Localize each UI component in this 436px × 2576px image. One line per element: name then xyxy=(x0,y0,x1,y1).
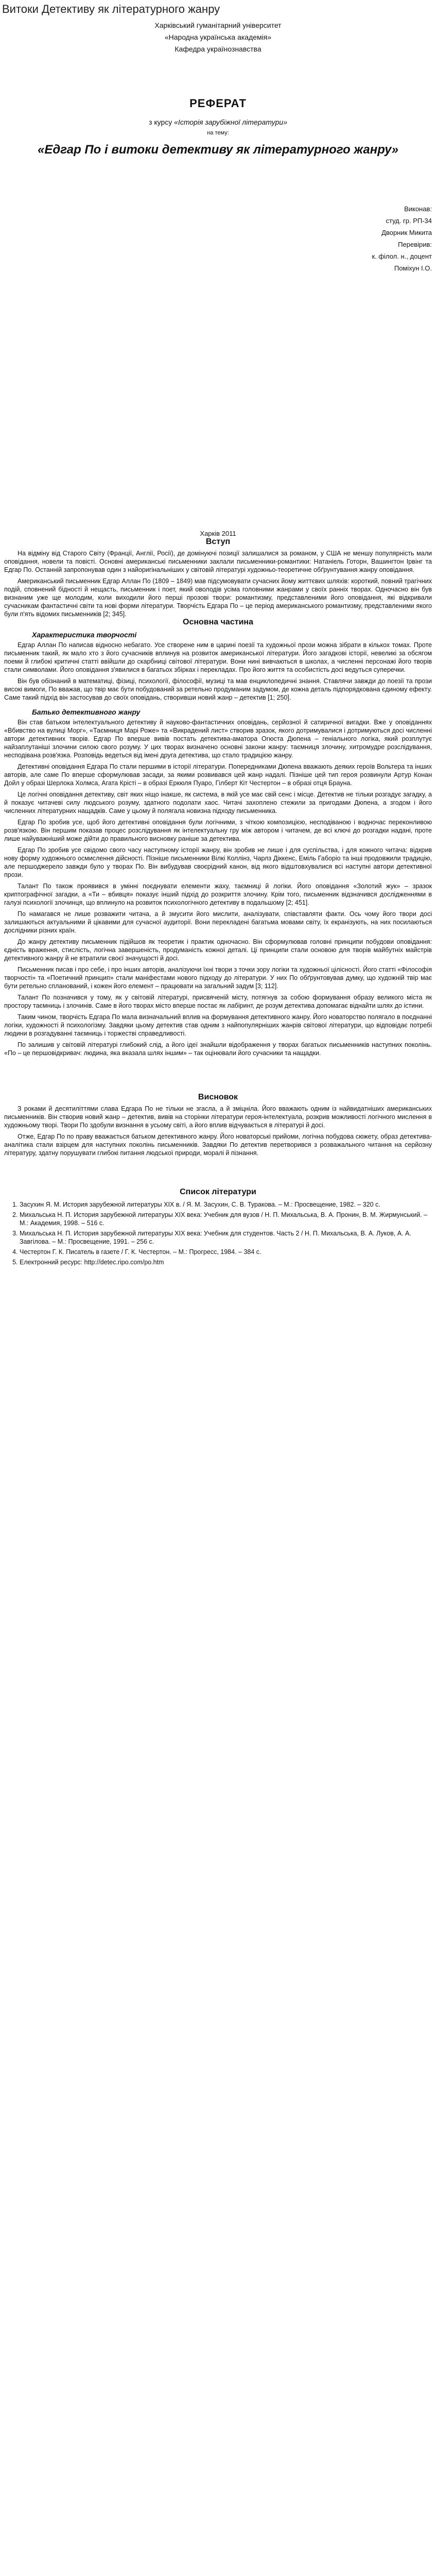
student-name: Дворник Микита xyxy=(381,229,432,236)
body-paragraph: Детективні оповідання Едгара По стали першими в історії літератури. Попередниками Дюпена вважають деяких героїв Вольтера та інших авторів, але саме По вперше сформулював засади, за якими розвивався цей жанр надалі. Пізніше цей тип героя розвинули Артур Конан Дойл у образі Шерлока Холмса, Агата Крісті – в образі Еркюля Пуаро, Гілберт Кіт Честертон – в образі отця Брауна. xyxy=(4,763,432,787)
main-title: «Едгар По і витоки детективу як літературного жанру» xyxy=(38,143,398,157)
body-paragraph: Таким чином, творчість Едгара По мала визначальний вплив на формування детективного жанру. Його новаторство полягало в поєднанні логіки, художності й психологізму. Завдяки цьому детектив став одним з найпопулярніших жанрів світової літератури, що відповідає потребі людини в розгадуванні таємниць і торжестві справедливості. xyxy=(4,1013,432,1037)
conclusion-paragraph: Отже, Едгар По по праву вважається батьком детективного жанру. Його новаторські прийоми, логічна побудова сюжету, образ детектива-аналітика стали взірцем для наступних поколінь письменників. Завдяки По детектив перетворився з розважального читання на серйозну літературу, здатну порушувати глибокі питання людської природи, моралі й пізнання. xyxy=(4,1133,432,1157)
checker-rank: к. філол. н., доцент xyxy=(372,252,432,260)
reference-item: 1. Засухин Я. М. История зарубежной литературы XIX в. / Я. М. Засухин, С. В. Туракова. – М.: Просвещение, 1982. – 320 с. xyxy=(20,1200,432,1209)
subsection-heading: Батько детективного жанру xyxy=(32,708,141,716)
body-paragraph: Талант По також проявився в умінні поєднувати елементи жаху, таємниці й логіки. Його оповідання «Золотий жук» – зразок криптографічної загадки, а «Ти – вбивця» показує інший підхід до розкриття злочину. Крім того, письменник відзначився дослідженнями в галузі психології злочинця, що вплинуло на розвиток психологічного детективу в подальшому [2; 451]. xyxy=(4,883,432,906)
intro-paragraph: На відміну від Старого Світу (Франції, Англії, Росії), де домінуючі позиції залишалися за романом, у США не меншу популярність мали оповідання, новели та повісті. Основні американські письменники заклали письменники-романтики: Натаніель Готорн, Вашингтон Ірвінг та Едгар По. Останній запропонував один з найоригінальніших у світовій літературі художньо-теоретичне обґрунтування жанру оповідання. xyxy=(4,550,432,573)
department-name: Кафедра українознавства xyxy=(175,45,261,53)
body-paragraph: Він був обізнаний в математиці, фізиці, психології, філософії, музиці та мав енциклопедичні знання. Ставлячи завжди до поезії та прози високі вимоги, По вважав, що твір має бути побудований за ретельно продуманим задумом, де кожна деталь підпорядкована єдиному ефекту. Саме такий підхід він застосував до своїх оповідань, створивши новий жанр – детектив [1; 250]. xyxy=(4,677,432,701)
body-paragraph: По залишив у світовій літературі глибокий слід, а його ідеї знайшли відображення у творах багатьох письменників наступних поколінь. «По – це першовідкривач: людина, яка вказала шлях іншим» – так оцінювали його сучасники та нащадки. xyxy=(4,1041,432,1057)
body-paragraph: Це логічні оповідання детективу, світ яких ніщо інакше, як система, в якій усе має свій сенс і місце. Детектив не тільки розгадує загадку, а й показує читачеві силу людського розуму, здатного подолати хаос. Читачі захоплено стежили за пригодами Дюпена, а згодом і його численних літературних нащадків. Саме у цьому й полягала новизна підходу письменника. xyxy=(4,791,432,815)
author-block xyxy=(0,203,436,274)
course-name: «Історія зарубіжної літератури» xyxy=(174,118,287,126)
body-paragraph: По намагався не лише розважити читача, а й змусити його мислити, аналізувати, співставляти факти. Ось чому його твори досі залишаються актуальними й цікавими для сучасної аудиторії. Вони перекладені багатьма мовами світу, їх екранізують, на них посилаються дослідники різних країн. xyxy=(4,910,432,934)
ref-title: РЕФЕРАТ xyxy=(189,97,247,110)
intro-paragraph: Американський письменник Едгар Аллан По (1809 – 1849) мав підсумовувати сучасних йому життєвих шляхів: короткий, повний трагічних подій, сповнений бідності й нещасть, письменник і поет, який оволодів усіма головними жанрами у своїх ранніх творах. Одночасно він був визнаним уже ще молодим, коли виходили його перші прозові твори: романтизму, представленими його оповідання, які відкривали сучасникам фантастичні світи та нові форми літератури. Творчість Едгара По – це період американського романтизму, представленими якого були п'ять відомих письменників [2; 345]. xyxy=(4,578,432,618)
body-paragraph: Письменник писав і про себе, і про інших авторів, аналізуючи їхні твори з точки зору логіки та художньої цілісності. Його статті «Філософія творчості» та «Поетичний принцип» стали маніфестами нового підходу до літератури. У них По обґрунтовував думку, що художній твір має бути ретельно спланований, і кожен його елемент – працювати на загальний задум [3; 112]. xyxy=(4,966,432,990)
performer-label: Виконав: xyxy=(404,205,432,213)
checker-label: Перевірив: xyxy=(398,241,432,248)
conclusion-paragraph: З роками й десятиліттями слава Едгара По не тільки не згасла, а й зміцніла. Його вважають одним із найвидатніших американських письменників. Він створив новий жанр – детектив, вивів на сторінки літератури героя-інтелектуала, розкрив можливості логічного мислення в художньому творі. Твори По здобули визнання в усьому світі, а його вплив відчувається в літературі й досі. xyxy=(4,1105,432,1129)
checker-name: Поміхун І.О. xyxy=(394,264,432,272)
theme-label: на тему: xyxy=(207,130,229,136)
reference-item: 5. Електронний ресурс: http://detec.ripo.com/po.htm xyxy=(20,1258,432,1266)
body-paragraph: Едгар Аллан По написав відносно небагато. Усе створене ним в царині поезії та художньої прози можна зібрати в кількох томах. Проте письменник такий, як мало хто з його сучасників вплинув на розвиток американської літератури. Його загадкові історії, невеликі за обсягом поеми й глибокі критичні статті ввійшли до скарбниці світової літератури. Вони нині вивчаються в школах, а численні персонажі його творів стали символами. Його оповідання з'явилися в багатьох збірках і перекладах. Про його життя та особистість досі ведуться суперечки. xyxy=(4,641,432,673)
student-group: студ. гр. РП-34 xyxy=(386,217,432,225)
document-topic-bar: Витоки Детективу як літературного жанру xyxy=(2,3,220,15)
course-line xyxy=(0,118,436,126)
body-paragraph: Він став батьком інтелектуального детективу й науково-фантастичних оповідань, серйозної й сатиричної вигадки. Вже у оповіданнях «Вбивство на вулиці Морг», «Таємниця Марі Роже» та «Викрадений лист» створив зразок, якого дотримувалися і дотримуються досі численні автори детективних творів. Едгар По вперше вивів постать детектива-аматора Огюста Дюпена – геніального логіка, який розплутує найзаплутаніші злочини силою свого розуму. У цих творах визначено основні закони жанру: таємниця злочину, хитромудре розслідування, несподівана розв'язка. Розповідь ведеться від імені друга детектива, що стало традицією жанру. xyxy=(4,719,432,759)
university-name: Харківський гуманітарний університет xyxy=(154,21,282,29)
organization-header xyxy=(0,20,436,55)
main-heading: Основна частина xyxy=(183,618,253,626)
conclusion-heading: Висновок xyxy=(198,1093,238,1101)
reference-item: 2. Михальська Н. П. История зарубежной литературы XIX века: Учебник для вузов / Н. П. Михальська, В. А. Пронин, В. М. Жирмунський. – М.: Академия, 1998. – 516 с. xyxy=(20,1211,432,1227)
subsection-heading: Характеристика творчості xyxy=(32,631,137,639)
body-paragraph: Едгар По зробив усе свідомо свого часу наступному історії жанру, він зробив не лише і для суспільства, і для кожного читача: відкрив нову форму художнього осмислення дійсності. Пізніше письменники Вілкі Коллінз, Чарлз Діккенс, Еміль Габоріо та інші продовжили традицію, але першоджерело завжди було у творах По. Він вибудував своєрідний канон, від якого відштовхувалися всі наступні автори детективної прози. xyxy=(4,846,432,878)
reference-item: 3. Михальська Н. П. История зарубежной литературы XIX века: Учебник для студентов. Часть 2 / Н. П. Михальська, В. А. Луков, А. А. Завгілова. – М.: Просвещение, 1991. – 256 с. xyxy=(20,1229,432,1246)
body-paragraph: Талант По позначився у тому, як у світовій літературі, присвяченій місту, потягнув за собою формування образу великого міста як простору таємниць і злочинів. Саме в його творах місто вперше постає як лабіринт, де розум детектива допомагає віднайти шлях до істини. xyxy=(4,994,432,1009)
body-paragraph: До жанру детективу письменник підійшов як теоретик і практик одночасно. Він сформулював головні принципи побудови оповідання: єдність враження, стислість, логічна завершеність, продуманість кожної деталі. Ці принципи стали основою для творів майбутніх майстрів детективного жанру й не втратили своєї значущості й досі. xyxy=(4,938,432,962)
body-paragraph: Едгар По зробив усе, щоб його детективні оповідання були логічними, з чіткою композицією, несподіваною і водночас переконливою розв'язкою. Він першим показав процес розслідування як інтелектуальну гру між автором і читачем, де всі ключі до розгадки надані, проте лише найуважніший може дійти до правильного висновку раніше за детектива. xyxy=(4,819,432,842)
references-heading: Список літератури xyxy=(180,1188,256,1196)
references-list xyxy=(10,1200,432,1266)
course-prefix: з курсу xyxy=(149,118,172,126)
intro-heading: Вступ xyxy=(205,537,231,546)
city-year: Харків 2011 xyxy=(200,530,236,537)
title-block xyxy=(0,96,436,159)
academy-name: «Народна українська академія» xyxy=(164,33,272,41)
reference-item: 4. Честертон Г. К. Писатель в газете / Г. К. Честертон. – М.: Прогресс, 1984. – 384 с. xyxy=(20,1248,432,1256)
